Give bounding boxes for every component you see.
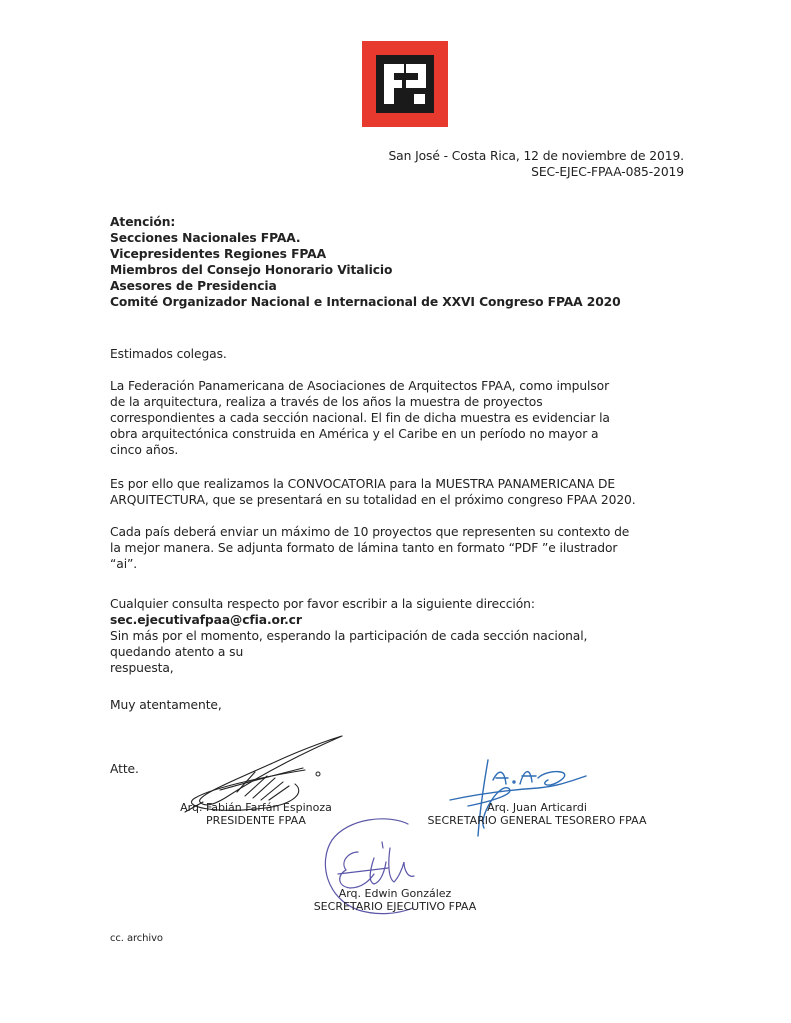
paragraph-line: correspondientes a cada sección nacional. El fin de dicha muestra es evidenciar la	[110, 411, 610, 425]
fpaa-logo	[362, 41, 448, 127]
attention-block	[110, 214, 621, 310]
logo-glyph-icon	[376, 55, 434, 113]
paragraph-line: La Federación Panamericana de Asociaciones de Arquitectos FPAA, como impulsor	[110, 379, 610, 393]
paragraph-line: Cada país deberá enviar un máximo de 10 proyectos que representen su contexto de	[110, 525, 630, 539]
closing-line: quedando atento a su	[110, 645, 244, 659]
farewell: Muy atentamente,	[110, 698, 222, 712]
greeting: Estimados colegas.	[110, 347, 227, 361]
logo-inner	[376, 55, 434, 113]
signatory-title: PRESIDENTE FPAA	[206, 814, 306, 827]
recipient: Comité Organizador Nacional e Internacional de XXVI Congreso FPAA 2020	[110, 295, 621, 309]
paragraph-line: “ai”.	[110, 557, 138, 571]
cc-note: cc. archivo	[110, 933, 163, 944]
contact-block	[110, 596, 587, 676]
signatory-name: Arq. Juan Articardi	[487, 801, 587, 814]
paragraph-3	[110, 524, 629, 572]
signatory-2	[412, 801, 662, 827]
paragraph-line: ARQUITECTURA, que se presentará en su totalidad en el próximo congreso FPAA 2020.	[110, 493, 636, 507]
signatory-name: Arq. Edwin González	[338, 887, 452, 900]
atte: Atte.	[110, 762, 139, 776]
paragraph-line: obra arquitectónica construida en América y el Caribe en un período no mayor a	[110, 427, 599, 441]
paragraph-line: la mejor manera. Se adjunta formato de lámina tanto en formato “PDF ”e ilustrador	[110, 541, 618, 555]
signatory-title: SECRETARIO GENERAL TESORERO FPAA	[427, 814, 647, 827]
paragraph-line: cinco años.	[110, 443, 179, 457]
recipient: Secciones Nacionales FPAA.	[110, 231, 301, 245]
recipient: Vicepresidentes Regiones FPAA	[110, 247, 326, 261]
contact-email-link[interactable]: sec.ejecutivafpaa@cfia.or.cr	[110, 613, 302, 627]
attention-label: Atención:	[110, 215, 176, 229]
paragraph-2	[110, 476, 636, 508]
place-date: San José - Costa Rica, 12 de noviembre de 2019.	[388, 149, 684, 163]
paragraph-1	[110, 378, 610, 458]
signatory-1	[156, 801, 356, 827]
signatory-3	[290, 887, 500, 913]
signatory-name: Arq. Fabián Farfán Espinoza	[180, 801, 332, 814]
closing-line: Sin más por el momento, esperando la participación de cada sección nacional,	[110, 629, 588, 643]
signatory-title: SECRETARIO EJECUTIVO FPAA	[313, 900, 477, 913]
paragraph-line: Es por ello que realizamos la CONVOCATORIA para la MUESTRA PANAMERICANA DE	[110, 477, 616, 491]
closing-line: respuesta,	[110, 661, 174, 675]
reference-number: SEC-EJEC-FPAA-085-2019	[531, 165, 684, 179]
recipient: Asesores de Presidencia	[110, 279, 277, 293]
contact-intro: Cualquier consulta respecto por favor escribir a la siguiente dirección:	[110, 597, 535, 611]
recipient: Miembros del Consejo Honorario Vitalicio	[110, 263, 393, 277]
paragraph-line: de la arquitectura, realiza a través de los años la muestra de proyectos	[110, 395, 543, 409]
